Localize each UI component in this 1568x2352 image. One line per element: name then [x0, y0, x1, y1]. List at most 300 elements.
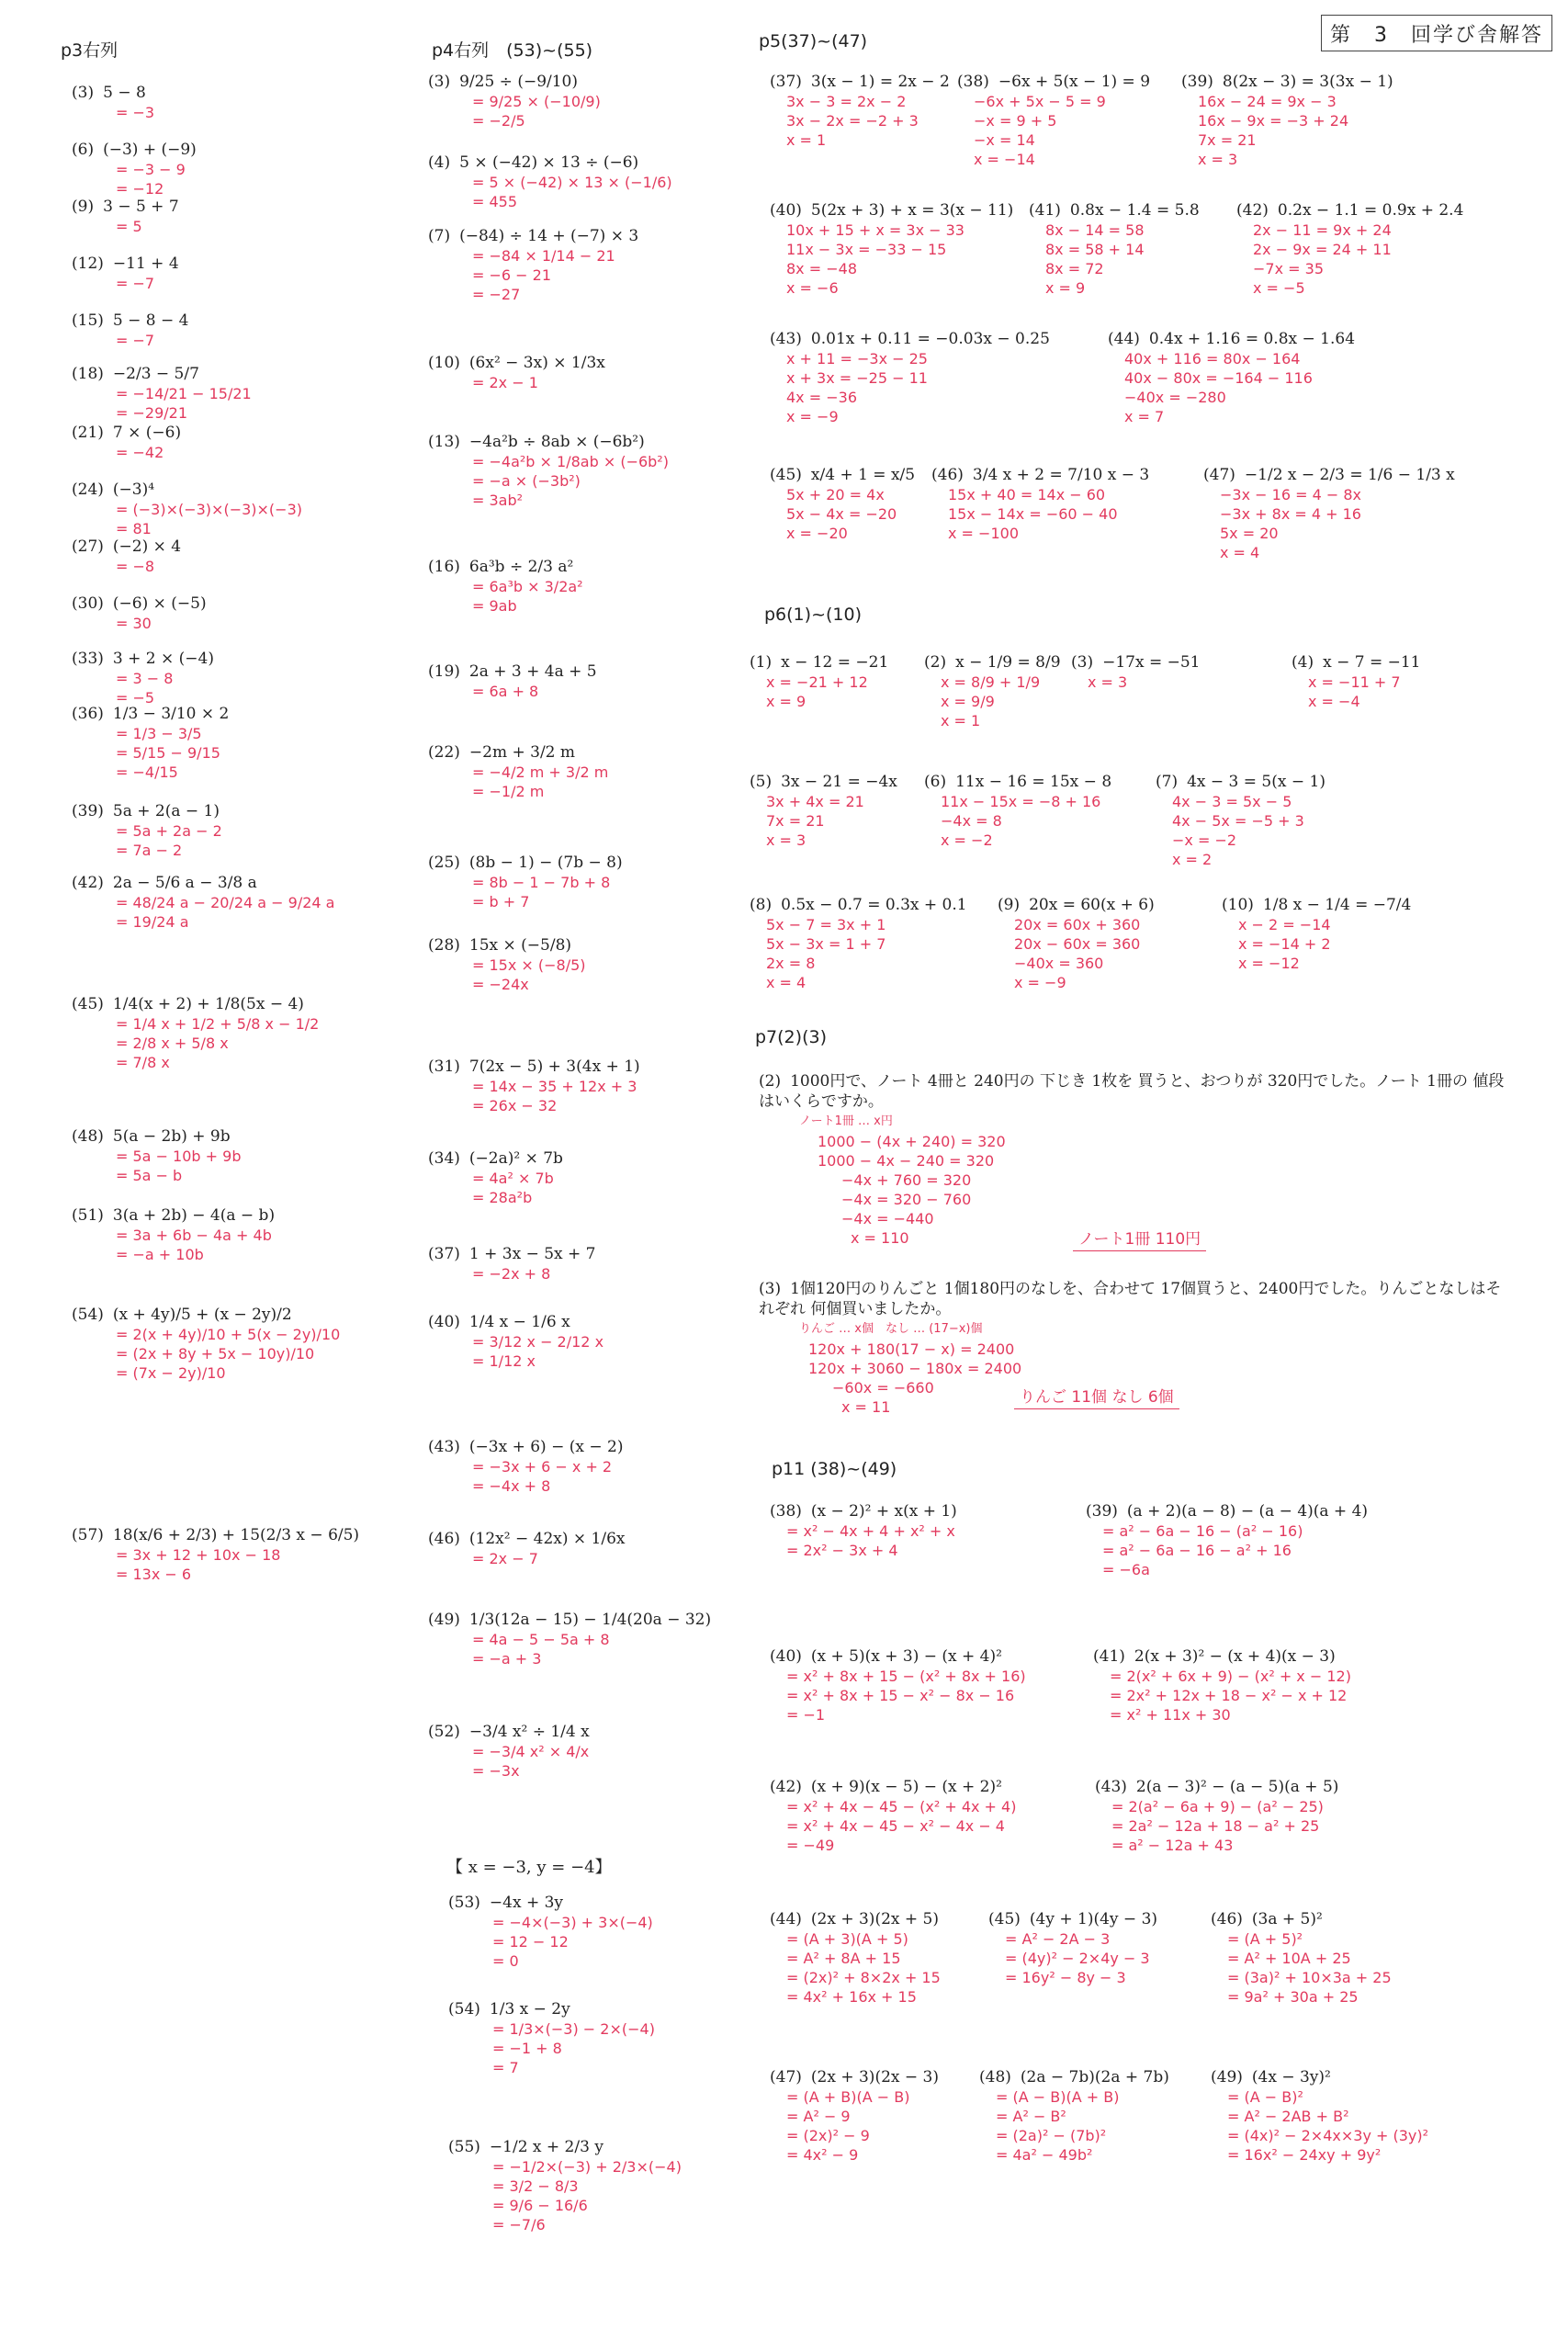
problem-number: (4): [428, 153, 451, 172]
problem-item: [1156, 772, 1431, 869]
problem-expression: 0.4x + 1.16 = 0.8x − 1.64: [1148, 330, 1356, 348]
problem-item: [72, 423, 467, 462]
answer-step: = −7/6: [492, 2216, 546, 2233]
answer-step: = 26x − 32: [472, 1097, 558, 1114]
answer-step: 3x − 3 = 2x − 2: [786, 93, 907, 110]
problem-item: [428, 1244, 823, 1283]
answer-step: 8x = 72: [1045, 260, 1104, 277]
word-problem-work-line: x = 110: [851, 1229, 909, 1247]
answer-step: = −4×(−3) + 3×(−4): [492, 1914, 653, 1931]
answer-step: = 4a² − 49b²: [996, 2146, 1093, 2164]
problem-item: [72, 801, 467, 860]
problem-question: [72, 140, 467, 160]
answer-step: = a² − 6a − 16 − (a² − 16): [1102, 1522, 1303, 1540]
problem-number: (25): [428, 854, 460, 872]
problem-expression: (−3) + (−9): [103, 141, 197, 159]
problem-expression: x/4 + 1 = x/5: [810, 466, 916, 484]
problem-item: [72, 649, 467, 707]
answer-step: = 1/3×(−3) − 2×(−4): [492, 2020, 655, 2038]
word-problem-work-line: −4x = 320 − 760: [841, 1191, 972, 1208]
answer-step: = 16x² − 24xy + 9y²: [1227, 2146, 1382, 2164]
problem-number: (52): [428, 1723, 460, 1741]
problem-item: [1236, 200, 1512, 298]
problem-number: (3): [72, 84, 95, 102]
answer-step: −x = −2: [1172, 831, 1237, 849]
problem-expression: 1/3 − 3/10 × 2: [112, 705, 230, 723]
problem-item: [1093, 1646, 1369, 1724]
answer-step: = (A − B)(A + B): [996, 2088, 1120, 2106]
answer-step: = −4a²b × 1/8ab × (−6b²): [472, 453, 669, 470]
answer-step: x = −9: [1014, 974, 1066, 991]
problem-expression: 3x − 21 = −4x: [781, 773, 897, 791]
answer-step: = −a + 3: [472, 1650, 542, 1668]
section-p6-header: p6(1)~(10): [764, 605, 862, 625]
problem-item: [72, 873, 467, 932]
section-p4-header: p4右列 (53)~(55): [432, 40, 593, 61]
problem-expression: (−84) ÷ 14 + (−7) × 3: [459, 227, 639, 245]
problem-expression: 0.5x − 0.7 = 0.3x + 0.1: [781, 896, 967, 914]
problem-question: [1292, 652, 1567, 673]
problem-number: (15): [72, 311, 104, 330]
problem-number: (27): [72, 537, 104, 556]
problem-question: [1108, 329, 1383, 349]
problem-question: [72, 1525, 467, 1545]
answer-step: = (A + 3)(A + 5): [786, 1930, 908, 1948]
answer-step: = A² − 9: [786, 2108, 851, 2125]
answer-step: −3x − 16 = 4 − 8x: [1220, 486, 1361, 503]
answer-step: = 19/24 a: [116, 913, 189, 931]
answer-step: 2x = 8: [766, 955, 816, 972]
problem-number: (46): [428, 1530, 460, 1548]
problem-number: (40): [770, 201, 802, 220]
answer-step: = (2a)² − (7b)²: [996, 2127, 1107, 2144]
problem-number: (28): [428, 936, 460, 955]
word-problem-number: (2): [759, 1072, 782, 1091]
problem-item: [72, 1205, 467, 1264]
problem-expression: 20x = 60(x + 6): [1029, 896, 1155, 914]
answer-step: 4x − 5x = −5 + 3: [1172, 812, 1304, 830]
problem-number: (51): [72, 1206, 104, 1225]
problem-item: [1086, 1501, 1369, 1579]
problem-question: [428, 742, 823, 763]
problem-number: (19): [428, 662, 460, 681]
answer-step: = −6a: [1102, 1561, 1150, 1578]
answer-step: = 16y² − 8y − 3: [1005, 1969, 1126, 1986]
problem-number: (47): [770, 2068, 802, 2086]
problem-number: (30): [72, 594, 104, 613]
word-problem-work-line: x = 11: [841, 1398, 891, 1416]
problem-expression: (x − 2)² + x(x + 1): [810, 1502, 957, 1521]
problem-expression: 0.2x − 1.1 = 0.9x + 2.4: [1277, 201, 1464, 220]
problem-expression: 1/3 x − 2y: [489, 2000, 570, 2018]
problem-item: [1211, 1909, 1486, 2007]
answer-step: x = −9: [786, 408, 839, 425]
problem-expression: 5 − 8: [103, 84, 146, 102]
answer-step: = 3 − 8: [116, 670, 174, 687]
answer-step: = 5/15 − 9/15: [116, 744, 220, 762]
problem-number: (48): [979, 2068, 1011, 2086]
problem-number: (42): [72, 874, 104, 892]
answer-step: = 15x × (−8/5): [472, 956, 586, 974]
problem-expression: 4x − 3 = 5(x − 1): [1187, 773, 1325, 791]
problem-number: (5): [750, 773, 773, 791]
problem-question: [72, 1126, 467, 1147]
answer-step: 8x = −48: [786, 260, 857, 277]
answer-step: = 8b − 1 − 7b + 8: [472, 874, 611, 891]
problem-number: (39): [72, 802, 104, 820]
problem-number: (21): [72, 424, 104, 442]
problem-question: [72, 594, 467, 614]
problem-number: (39): [1086, 1502, 1118, 1521]
answer-step: x = 1: [786, 131, 827, 149]
answer-step: 8x − 14 = 58: [1045, 221, 1145, 239]
problem-item: [770, 1501, 1045, 1560]
problem-question: [72, 1305, 467, 1325]
problem-expression: (12x² − 42x) × 1/6x: [468, 1530, 626, 1548]
answer-step: = −3 − 9: [116, 161, 186, 178]
problem-item: [72, 311, 467, 350]
answer-step: = (7x − 2y)/10: [116, 1364, 226, 1382]
word-problem-work-line: 1000 − 4x − 240 = 320: [818, 1152, 995, 1170]
problem-question: [1093, 1646, 1369, 1667]
answer-step: = 0: [492, 1952, 519, 1970]
answer-step: = (2x)² + 8×2x + 15: [786, 1969, 941, 1986]
problem-item: [72, 1305, 467, 1383]
problem-expression: 9/25 ÷ (−9/10): [459, 73, 579, 91]
word-problem-work-line: 120x + 3060 − 180x = 2400: [808, 1360, 1022, 1377]
problem-expression: 5(2x + 3) + x = 3(x − 11): [810, 201, 1014, 220]
answer-step: = −3/4 x² × 4/x: [472, 1743, 590, 1760]
answer-step: = 28a²b: [472, 1189, 533, 1206]
problem-expression: −1/2 x − 2/3 = 1/6 − 1/3 x: [1244, 466, 1455, 484]
problem-number: (44): [770, 1910, 802, 1928]
answer-step: x = 9: [766, 693, 807, 710]
problem-expression: 1 + 3x − 5x + 7: [468, 1245, 596, 1263]
problem-expression: (−3x + 6) − (x − 2): [468, 1438, 624, 1456]
problem-expression: 2(a − 3)² − (a − 5)(a + 5): [1135, 1778, 1339, 1796]
problem-question: [72, 364, 467, 384]
answer-step: 7x = 21: [766, 812, 825, 830]
problem-question: [1211, 1909, 1486, 1929]
problem-item: [428, 557, 823, 616]
problem-item: [1095, 1777, 1371, 1855]
answer-step: x = −20: [786, 525, 848, 542]
answer-step: 20x = 60x + 360: [1014, 916, 1141, 933]
problem-number: (8): [750, 896, 773, 914]
problem-number: (53): [448, 1894, 480, 1912]
answer-step: = 5a + 2a − 2: [116, 822, 222, 840]
problem-question: [72, 423, 467, 443]
problem-expression: 7(2x − 5) + 3(4x + 1): [468, 1057, 640, 1076]
problem-question: [1236, 200, 1512, 220]
answer-step: = −3: [116, 104, 155, 121]
answer-step: = −4x + 8: [472, 1477, 551, 1495]
problem-item: [931, 465, 1207, 543]
problem-expression: 2a − 5/6 a − 3/8 a: [112, 874, 257, 892]
answer-step: = −12: [116, 180, 164, 198]
answer-step: = 30: [116, 615, 152, 632]
problem-question: [428, 72, 823, 92]
word-problem-work-line: −60x = −660: [832, 1379, 934, 1396]
answer-step: = 48/24 a − 20/24 a − 9/24 a: [116, 894, 335, 911]
problem-expression: 3(x − 1) = 2x − 2: [810, 73, 950, 91]
answer-step: = 5a − 10b + 9b: [116, 1148, 242, 1165]
answer-step: 16x − 9x = −3 + 24: [1198, 112, 1349, 130]
problem-item: [428, 1437, 823, 1496]
answer-step: 7x = 21: [1198, 131, 1257, 149]
answer-step: = 7/8 x: [116, 1054, 170, 1071]
answer-step: x = −11 + 7: [1308, 673, 1401, 691]
answer-step: = (A + 5)²: [1227, 1930, 1303, 1948]
problem-number: (48): [72, 1127, 104, 1146]
answer-step: = 4x² + 16x + 15: [786, 1988, 917, 2006]
answer-step: = −24x: [472, 976, 529, 993]
problem-expression: 7 × (−6): [112, 424, 182, 442]
problem-item: [428, 432, 823, 510]
problem-question: [770, 1777, 1045, 1797]
problem-number: (7): [1156, 773, 1179, 791]
problem-expression: 6a³b ÷ 2/3 a²: [468, 558, 574, 576]
problem-expression: 1/8 x − 1/4 = −7/4: [1262, 896, 1412, 914]
problem-expression: (4x − 3y)²: [1251, 2068, 1331, 2086]
answer-step: = a² − 6a − 16 − a² + 16: [1102, 1542, 1292, 1559]
problem-expression: 15x × (−5/8): [468, 936, 572, 955]
problem-number: (10): [428, 354, 460, 372]
word-problem-2-answer: ノート1冊 110円: [1073, 1226, 1206, 1251]
answer-step: 4x − 3 = 5x − 5: [1172, 793, 1292, 810]
answer-step: = A² + 8A + 15: [786, 1950, 901, 1967]
problem-expression: (2a − 7b)(2a + 7b): [1020, 2068, 1169, 2086]
problem-number: (39): [1181, 73, 1213, 91]
answer-step: = 9ab: [472, 597, 517, 615]
answer-step: x + 3x = −25 − 11: [786, 369, 928, 387]
answer-step: = A² − 2A − 3: [1005, 1930, 1111, 1948]
answer-step: = −1/2 m: [472, 783, 545, 800]
answer-step: = −3x: [472, 1762, 520, 1780]
answer-step: = 5: [116, 218, 142, 235]
answer-step: 2x − 11 = 9x + 24: [1253, 221, 1392, 239]
answer-step: 15x + 40 = 14x − 60: [948, 486, 1106, 503]
problem-number: (55): [448, 2138, 480, 2156]
problem-question: [72, 994, 467, 1014]
problem-question: [428, 1529, 823, 1549]
problem-question: [72, 83, 467, 103]
problem-item: [72, 594, 467, 633]
answer-step: x = −5: [1253, 279, 1305, 297]
answer-step: 40x − 80x = −164 − 116: [1124, 369, 1313, 387]
answer-step: = −a × (−3b²): [472, 472, 581, 490]
problem-item: [1181, 72, 1457, 169]
answer-step: −3x + 8x = 4 + 16: [1220, 505, 1361, 523]
problem-item: [428, 353, 823, 392]
answer-step: x = 7: [1124, 408, 1165, 425]
problem-question: [72, 537, 467, 557]
answer-step: −x = 9 + 5: [974, 112, 1057, 130]
problem-question: [428, 1610, 823, 1630]
answer-step: = −49: [786, 1837, 835, 1854]
answer-step: x = 4: [1220, 544, 1260, 561]
answer-step: x = −100: [948, 525, 1019, 542]
problem-question: [770, 1501, 1045, 1521]
problem-question: [428, 353, 823, 373]
problem-expression: (3a + 5)²: [1251, 1910, 1323, 1928]
answer-step: x = 3: [1088, 673, 1128, 691]
answer-step: = x² − 4x + 4 + x² + x: [786, 1522, 955, 1540]
answer-step: x = −14: [974, 151, 1035, 168]
problem-item: [72, 1126, 467, 1185]
answer-step: x = −6: [786, 279, 839, 297]
answer-step: = 6a + 8: [472, 683, 539, 700]
problem-item: [770, 200, 1045, 298]
problem-number: (43): [1095, 1778, 1127, 1796]
problem-number: (43): [770, 330, 802, 348]
answer-step: = 3/12 x − 2/12 x: [472, 1333, 604, 1351]
problem-expression: 1/4(x + 2) + 1/8(5x − 4): [112, 995, 304, 1013]
answer-step: = 3ab²: [472, 492, 524, 509]
answer-step: = A² + 10A + 25: [1227, 1950, 1351, 1967]
word-problem-3-answer: りんご 11個 なし 6個: [1014, 1384, 1179, 1409]
problem-expression: 0.8x − 1.4 = 5.8: [1069, 201, 1200, 220]
answer-step: = (4y)² − 2×4y − 3: [1005, 1950, 1150, 1967]
answer-step: 20x − 60x = 360: [1014, 935, 1141, 953]
problem-expression: 5 × (−42) × 13 ÷ (−6): [459, 153, 639, 172]
word-problem-work-line: 1000 − (4x + 240) = 320: [818, 1133, 1006, 1150]
problem-number: (22): [428, 743, 460, 762]
word-problem-setup: ノート1冊 … x円: [799, 1114, 893, 1128]
problem-number: (45): [770, 466, 802, 484]
problem-expression: 2(x + 3)² − (x + 4)(x − 3): [1134, 1647, 1336, 1666]
answer-step: x = 3: [766, 831, 807, 849]
answer-step: 2x − 9x = 24 + 11: [1253, 241, 1392, 258]
answer-step: = (3a)² + 10×3a + 25: [1227, 1969, 1392, 1986]
problem-number: (1): [750, 653, 773, 672]
problem-number: (37): [428, 1245, 460, 1263]
answer-step: = (A − B)²: [1227, 2088, 1303, 2106]
problem-number: (3): [1071, 653, 1094, 672]
section-p11-header: p11 (38)~(49): [772, 1459, 897, 1479]
problem-question: [428, 432, 823, 452]
answer-step: −40x = 360: [1014, 955, 1104, 972]
answer-step: = −8: [116, 558, 155, 575]
answer-step: −7x = 35: [1253, 260, 1324, 277]
answer-step: = 2a² − 12a + 18 − a² + 25: [1111, 1817, 1320, 1835]
problem-question: [1222, 895, 1497, 915]
problem-expression: 2a + 3 + 4a + 5: [468, 662, 597, 681]
problem-number: (24): [72, 481, 104, 499]
answer-step: x = 4: [766, 974, 807, 991]
answer-step: −4x = 8: [941, 812, 1002, 830]
answer-step: x − 2 = −14: [1238, 916, 1331, 933]
problem-item: [770, 1646, 1045, 1724]
problem-question: [72, 311, 467, 331]
answer-step: x = −2: [941, 831, 993, 849]
problem-question: [750, 895, 1025, 915]
problem-expression: −2/3 − 5/7: [112, 365, 199, 383]
problem-question: [72, 254, 467, 274]
answer-step: 4x = −36: [786, 389, 857, 406]
answer-step: 11x − 15x = −8 + 16: [941, 793, 1101, 810]
answer-step: = 14x − 35 + 12x + 3: [472, 1078, 637, 1095]
problem-expression: x − 7 = −11: [1323, 653, 1421, 672]
answer-step: x = 9: [1045, 279, 1086, 297]
answer-step: = 9/25 × (−10/9): [472, 93, 601, 110]
answer-step: −x = 14: [974, 131, 1035, 149]
problem-expression: 5a + 2(a − 1): [112, 802, 220, 820]
problem-item: [72, 364, 467, 423]
problem-number: (40): [428, 1313, 460, 1331]
problem-expression: 3/4 x + 2 = 7/10 x − 3: [972, 466, 1150, 484]
answer-step: = 455: [472, 193, 518, 210]
problem-item: [1203, 465, 1479, 562]
answer-step: = 13x − 6: [116, 1566, 192, 1583]
answer-step: x = −12: [1238, 955, 1300, 972]
problem-item: [72, 537, 467, 576]
answer-step: = −7: [116, 275, 155, 292]
answer-step: = 6a³b × 3/2a²: [472, 578, 583, 595]
problem-number: (10): [1222, 896, 1254, 914]
problem-expression: 3(a + 2b) − 4(a − b): [112, 1206, 276, 1225]
answer-step: = x² + 4x − 45 − (x² + 4x + 4): [786, 1798, 1017, 1815]
answer-step: 5x = 20: [1220, 525, 1279, 542]
problem-question: [1211, 2067, 1486, 2087]
word-problem-text: 1個120円のりんごと 1個180円のなしを、合わせて 17個買うと、2400円でした。りんごとなしはそれぞれ 何個買いましたか。: [759, 1280, 1502, 1318]
problem-expression: 0.01x + 0.11 = −0.03x − 0.25: [810, 330, 1050, 348]
answer-step: = (4x)² − 2×4x×3y + (3y)²: [1227, 2127, 1429, 2144]
problem-expression: 18(x/6 + 2/3) + 15(2/3 x − 6/5): [112, 1526, 360, 1544]
problem-question: [428, 1437, 823, 1457]
answer-step: = 2(x² + 6x + 9) − (x² + x − 12): [1110, 1668, 1351, 1685]
answer-step: = −1 + 8: [492, 2040, 562, 2057]
problem-question: [1203, 465, 1479, 485]
answer-step: = 3a + 6b − 4a + 4b: [116, 1227, 272, 1244]
problem-expression: (2x + 3)(2x − 3): [810, 2068, 939, 2086]
answer-step: = x² + 11x + 30: [1110, 1706, 1231, 1724]
answer-step: = 1/4 x + 1/2 + 5/8 x − 1/2: [116, 1015, 320, 1033]
problem-question: [1086, 1501, 1369, 1521]
answer-step: = 5 × (−42) × 13 × (−1/6): [472, 174, 672, 191]
problem-question: [1156, 772, 1431, 792]
problem-expression: 5 − 8 − 4: [112, 311, 189, 330]
problem-question: [1095, 1777, 1371, 1797]
answer-step: = −7: [116, 332, 155, 349]
answer-step: = 3/2 − 8/3: [492, 2177, 579, 2195]
answer-step: x = −14 + 2: [1238, 935, 1331, 953]
problem-number: (34): [428, 1149, 460, 1168]
answer-step: 8x = 58 + 14: [1045, 241, 1145, 258]
answer-step: = −1: [786, 1706, 826, 1724]
problem-number: (45): [988, 1910, 1021, 1928]
problem-number: (42): [1236, 201, 1269, 220]
answer-step: = −1/2×(−3) + 2/3×(−4): [492, 2158, 682, 2176]
problem-expression: 11x − 16 = 15x − 8: [955, 773, 1112, 791]
answer-step: 5x − 4x = −20: [786, 505, 897, 523]
problem-expression: x − 1/9 = 8/9: [955, 653, 1061, 672]
problem-number: (9): [72, 198, 95, 216]
answer-step: 40x + 116 = 80x − 164: [1124, 350, 1301, 368]
problem-expression: (−3)⁴: [112, 481, 155, 499]
answer-step: = 7a − 2: [116, 842, 183, 859]
answer-step: = −2x + 8: [472, 1265, 551, 1283]
problem-number: (4): [1292, 653, 1314, 672]
problem-item: [448, 1999, 843, 2077]
problem-number: (45): [72, 995, 104, 1013]
answer-step: = −4/15: [116, 763, 178, 781]
problem-expression: 3 − 5 + 7: [103, 198, 179, 216]
word-problem-work-line: −4x + 760 = 320: [841, 1171, 972, 1189]
answer-step: x = 2: [1172, 851, 1213, 868]
word-problem-2: [759, 1071, 1512, 1248]
problem-item: [428, 1722, 823, 1781]
